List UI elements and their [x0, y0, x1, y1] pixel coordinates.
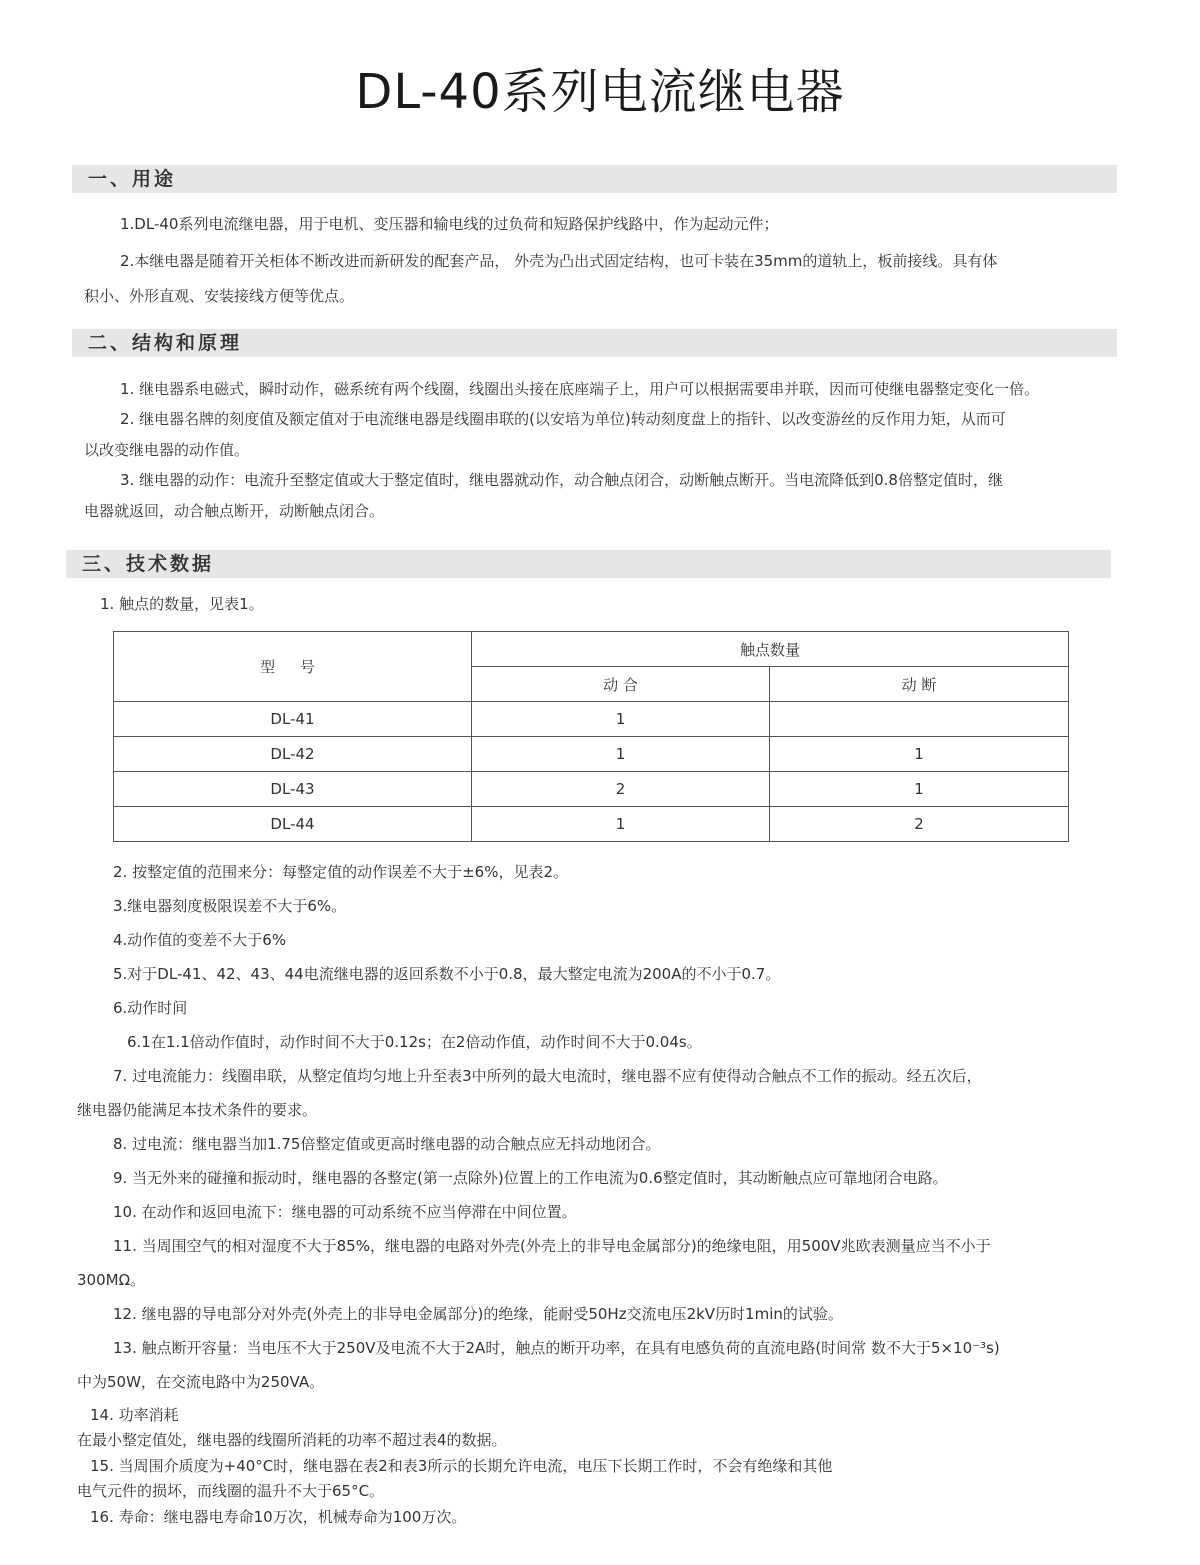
tech-item-7-line-2: 继电器仍能满足本技术条件的要求。 — [77, 1101, 318, 1119]
table-row — [114, 772, 1069, 807]
no-cell: 1 — [472, 807, 770, 842]
no-cell: 1 — [472, 737, 770, 772]
nc-cell: 2 — [770, 807, 1069, 842]
tech-item-14-line-1: 14. 功率消耗 — [90, 1406, 179, 1424]
tech-item-13-line-1: 13. 触点断开容量：当电压不大于250V及电流不大于2A时，触点的断开功率，在具有电感负荷的直流电路(时间常 数不大于5×10⁻³s) — [113, 1339, 1000, 1357]
tech-item-2: 2. 按整定值的范围来分：每整定值的动作误差不大于±6%，见表2。 — [113, 863, 568, 881]
nc-cell: 1 — [770, 737, 1069, 772]
section-heading-usage: 一、用途 — [72, 165, 1117, 193]
structure-paragraph-1: 1. 继电器系电磁式，瞬时动作，磁系统有两个线圈，线圈出头接在底座端子上，用户可以根据需要串并联，因而可使继电器整定变化一倍。 — [120, 380, 1040, 398]
model-header: 型 号 — [114, 632, 472, 702]
tech-item-16: 16. 寿命：继电器电寿命10万次，机械寿命为100万次。 — [90, 1508, 467, 1526]
tech-item-9: 9. 当无外来的碰撞和振动时，继电器的各整定(第一点除外)位置上的工作电流为0.6整定值时，其动断触点应可靠地闭合电路。 — [113, 1169, 948, 1187]
tech-item-3: 3.继电器刻度极限误差不大于6%。 — [113, 897, 347, 915]
nc-cell: 1 — [770, 772, 1069, 807]
tech-item-15-line-1: 15. 当周围介质度为+40°C时，继电器在表2和表3所示的长期允许电流，电压下长期工作时，不会有绝缘和其他 — [90, 1457, 833, 1475]
contacts-header: 触点数量 — [472, 632, 1069, 667]
no-cell: 2 — [472, 772, 770, 807]
tech-item-11-line-2: 300MΩ。 — [77, 1271, 146, 1289]
tech-item-6-1: 6.1在1.1倍动作值时，动作时间不大于0.12s；在2倍动作值，动作时间不大于0.04s。 — [127, 1033, 702, 1051]
usage-paragraph-1: 1.DL-40系列电流继电器，用于电机、变压器和输电线的过负荷和短路保护线路中，作为起动元件； — [120, 215, 779, 233]
structure-paragraph-3-line-1: 3. 继电器的动作：电流升至整定值或大于整定值时，继电器就动作，动合触点闭合，动断触点断开。当电流降低到0.8倍整定值时，继 — [120, 471, 1003, 489]
tech-item-14-line-2: 在最小整定值处，继电器的线圈所消耗的功率不超过表4的数据。 — [77, 1431, 507, 1449]
normally-open-header: 动 合 — [472, 667, 770, 702]
tech-item-6: 6.动作时间 — [113, 999, 188, 1017]
section-heading-structure: 二、结构和原理 — [72, 329, 1117, 357]
tech-item-12: 12. 继电器的导电部分对外壳(外壳上的非导电金属部分)的绝缘，能耐受50Hz交流电压2kV历时1min的试验。 — [113, 1305, 843, 1323]
model-cell: DL-41 — [114, 702, 472, 737]
tech-item-10: 10. 在动作和返回电流下：继电器的可动系统不应当停滞在中间位置。 — [113, 1203, 577, 1221]
structure-paragraph-2-line-2: 以改变继电器的动作值。 — [84, 441, 250, 459]
normally-closed-header: 动 断 — [770, 667, 1069, 702]
tech-item-13-line-2: 中为50W，在交流电路中为250VA。 — [77, 1373, 325, 1391]
tech-item-15-line-2: 电气元件的损坏，而线圈的温升不大于65°C。 — [77, 1482, 385, 1500]
tech-item-11-line-1: 11. 当周围空气的相对湿度不大于85%，继电器的电路对外壳(外壳上的非导电金属部分)的绝缘电阻，用500V兆欧表测量应当不小于 — [113, 1237, 991, 1255]
tech-item-8: 8. 过电流：继电器当加1.75倍整定值或更高时继电器的动合触点应无抖动地闭合。 — [113, 1135, 661, 1153]
table-row — [114, 702, 1069, 737]
usage-paragraph-2-line-1: 2.本继电器是随着开关柜体不断改进而新研发的配套产品， 外壳为凸出式固定结构，也可卡装在35mm的道轨上，板前接线。具有体 — [120, 252, 998, 270]
structure-paragraph-2-line-1: 2. 继电器名牌的刻度值及额定值对于电流继电器是线圈串联的(以安培为单位)转动刻度盘上的指针、以改变游丝的反作用力矩，从而可 — [120, 410, 1006, 428]
page-title: DL-40系列电流继电器 — [355, 64, 845, 120]
no-cell: 1 — [472, 702, 770, 737]
usage-paragraph-2-line-2: 积小、外形直观、安装接线方便等优点。 — [84, 287, 355, 305]
tech-item-5: 5.对于DL-41、42、43、44电流继电器的返回系数不小于0.8，最大整定电流为200A的不小于0.7。 — [113, 965, 781, 983]
model-cell: DL-44 — [114, 807, 472, 842]
model-cell: DL-43 — [114, 772, 472, 807]
tech-item-7-line-1: 7. 过电流能力：线圈串联，从整定值均匀地上升至表3中所列的最大电流时，继电器不应有使得动合触点不工作的振动。经五次后， — [113, 1067, 982, 1085]
section-heading-tech-data: 三、技术数据 — [66, 550, 1111, 578]
tech-item-4: 4.动作值的变差不大于6% — [113, 931, 287, 949]
table-row — [114, 807, 1069, 842]
contact-count-table — [113, 631, 1069, 842]
nc-cell — [770, 702, 1069, 737]
model-cell: DL-42 — [114, 737, 472, 772]
tech-item-1: 1. 触点的数量，见表1。 — [100, 595, 264, 613]
structure-paragraph-3-line-2: 电器就返回，动合触点断开，动断触点闭合。 — [84, 502, 385, 520]
table-row — [114, 737, 1069, 772]
